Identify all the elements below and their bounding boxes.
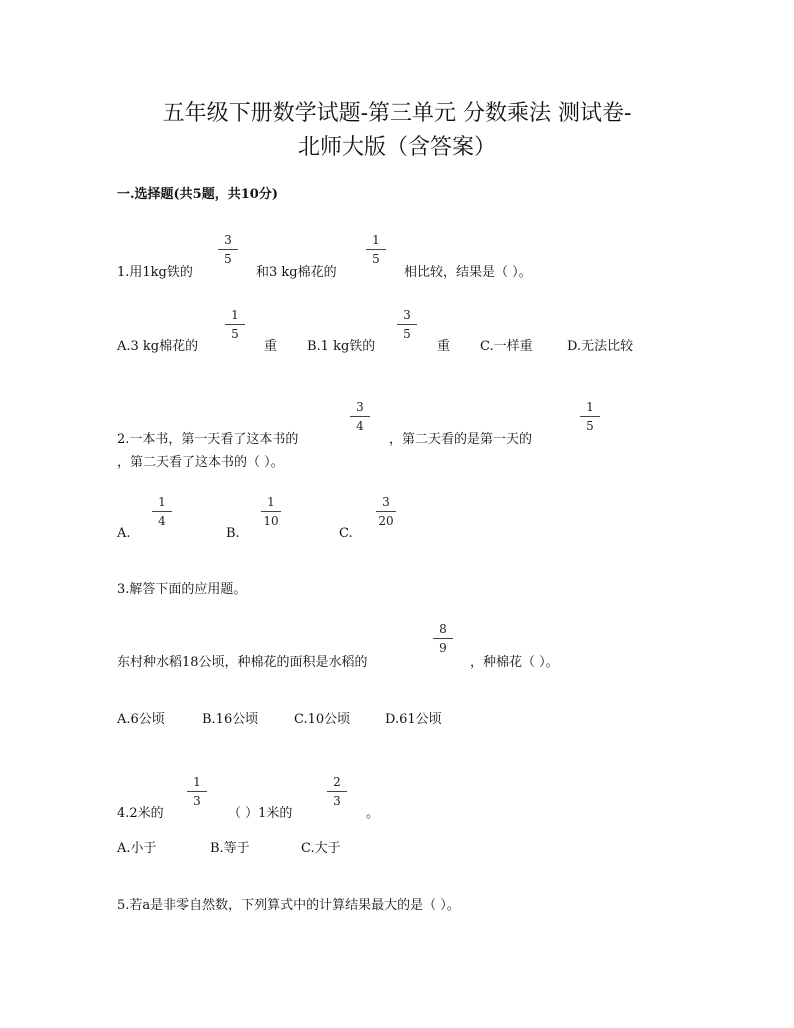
fraction-denominator: 5	[372, 252, 380, 266]
q1-option-b-suffix: 重	[437, 339, 451, 354]
q1-option-c: C.一样重	[480, 339, 533, 354]
fraction-numerator: 1	[231, 308, 239, 322]
fraction-denominator: 4	[356, 419, 364, 433]
fraction-numerator: 3	[382, 495, 390, 509]
q2-option-c-fraction	[374, 495, 398, 528]
fraction-bar	[261, 511, 281, 512]
fraction-denominator: 3	[193, 794, 201, 808]
fraction-bar	[397, 324, 417, 325]
q1-option-a-suffix: 重	[264, 339, 278, 354]
fraction-numerator: 1	[586, 400, 594, 414]
q2-option-c: C.	[339, 526, 353, 541]
q4-text-middle: （ ）1米的	[228, 806, 293, 821]
q4-text-end: 。	[366, 806, 380, 821]
page-title-line2: 北师大版（含答案）	[297, 135, 496, 160]
fraction-bar	[350, 416, 370, 417]
q5-text: 5.若a是非零自然数，下列算式中的计算结果最大的是（ ）。	[117, 898, 460, 913]
fraction-bar	[580, 416, 600, 417]
fraction-bar	[327, 791, 347, 792]
q1-text-middle: 和3 kg棉花的	[256, 265, 337, 280]
q2-option-b: B.	[226, 526, 240, 541]
fraction-denominator: 4	[158, 514, 166, 528]
fraction-denominator: 5	[224, 252, 232, 266]
q3-option-a: A.6公顷	[117, 712, 165, 727]
fraction-denominator: 9	[439, 641, 447, 655]
fraction-denominator: 5	[231, 327, 239, 341]
q2-text-middle: ，第二天看的是第一天的	[389, 432, 533, 447]
fraction-bar	[376, 511, 396, 512]
fraction-denominator: 5	[586, 419, 594, 433]
fraction-numerator: 3	[356, 400, 364, 414]
fraction-numerator: 1	[267, 495, 275, 509]
fraction-denominator: 20	[378, 514, 394, 528]
q4-fraction-2	[325, 775, 349, 808]
q4-option-a: A.小于	[117, 841, 157, 856]
q1-option-a-fraction	[223, 308, 247, 341]
q2-option-a-fraction	[150, 495, 174, 528]
q2-text-end: ，第二天看了这本书的（ ）。	[117, 455, 284, 470]
fraction-numerator: 1	[193, 775, 201, 789]
q2-option-b-fraction	[259, 495, 283, 528]
q3-option-d: D.61公顷	[385, 712, 442, 727]
fraction-denominator: 5	[403, 327, 411, 341]
fraction-bar	[366, 249, 386, 250]
q4-fraction-1	[185, 775, 209, 808]
fraction-numerator: 2	[333, 775, 341, 789]
q1-fraction-2	[364, 233, 388, 266]
q3-text-start: 东村种水稻18公顷，种棉花的面积是水稻的	[117, 655, 368, 670]
fraction-denominator: 10	[263, 514, 279, 528]
fraction-bar	[218, 249, 238, 250]
q1-text-start: 1.用1kg铁的	[117, 265, 193, 280]
fraction-bar	[225, 324, 245, 325]
fraction-numerator: 1	[372, 233, 380, 247]
fraction-bar	[152, 511, 172, 512]
q2-fraction-1	[348, 400, 372, 433]
fraction-numerator: 8	[439, 622, 447, 636]
q1-option-b-text: B.1 kg铁的	[307, 339, 376, 354]
fraction-numerator: 3	[403, 308, 411, 322]
q3-option-b: B.16公顷	[202, 712, 259, 727]
fraction-bar	[433, 638, 453, 639]
q2-text-start: 2.一本书，第一天看了这本书的	[117, 432, 299, 447]
q3-heading: 3.解答下面的应用题。	[117, 582, 247, 597]
q4-option-b: B.等于	[210, 841, 250, 856]
q1-option-b-fraction	[395, 308, 419, 341]
q4-option-c: C.大于	[301, 841, 341, 856]
q2-option-a: A.	[117, 526, 131, 541]
q1-text-end: 相比较，结果是（ ）。	[404, 265, 532, 280]
fraction-numerator: 1	[158, 495, 166, 509]
q1-option-d: D.无法比较	[567, 339, 634, 354]
page-title-line1: 五年级下册数学试题-第三单元 分数乘法 测试卷-	[162, 101, 632, 126]
section-heading: 一.选择题(共5题，共10分)	[117, 187, 278, 202]
q3-text-end: ，种棉花（ ）。	[470, 655, 559, 670]
fraction-numerator: 3	[224, 233, 232, 247]
fraction-denominator: 3	[333, 794, 341, 808]
q3-option-c: C.10公顷	[294, 712, 351, 727]
q1-option-a-text: A.3 kg棉花的	[117, 339, 199, 354]
q2-fraction-2	[578, 400, 602, 433]
q1-fraction-1	[216, 233, 240, 266]
q4-text-start: 4.2米的	[117, 806, 164, 821]
fraction-bar	[187, 791, 207, 792]
q3-fraction-1	[431, 622, 455, 655]
